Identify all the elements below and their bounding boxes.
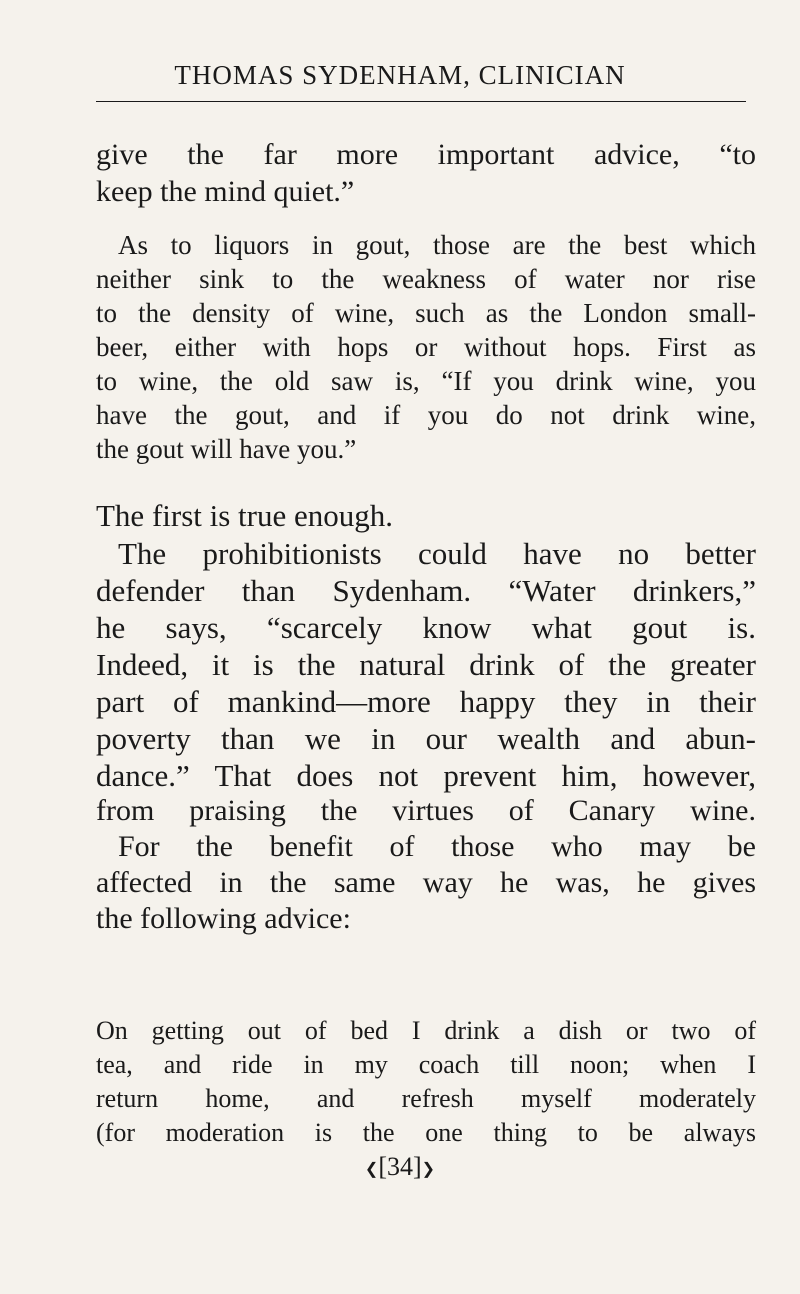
text-line: affected in the same way he was, he gives bbox=[96, 866, 756, 899]
text-line: the gout will have you.” bbox=[96, 434, 357, 464]
text-line: keep the mind quiet.” bbox=[96, 175, 355, 208]
text-line: The prohibitionists could have no better bbox=[118, 536, 756, 571]
paragraph-5 bbox=[96, 793, 756, 937]
text-line: On getting out of bed I drink a dish or two of bbox=[96, 1016, 756, 1045]
left-ornament-icon: ❮ bbox=[364, 1161, 379, 1179]
text-line: Indeed, it is the natural drink of the greater bbox=[96, 647, 756, 682]
text-line: poverty than we in our wealth and abun- bbox=[96, 721, 756, 756]
right-ornament-icon: ❯ bbox=[421, 1161, 436, 1179]
text-line: part of mankind—more happy they in their bbox=[96, 684, 756, 719]
page-number bbox=[0, 1152, 800, 1182]
text-line: have the gout, and if you do not drink wine, bbox=[96, 400, 756, 430]
text-line: For the benefit of those who may be bbox=[118, 830, 756, 863]
text-line: to the density of wine, such as the London small- bbox=[96, 298, 756, 328]
text-line: to wine, the old saw is, “If you drink wine, you bbox=[96, 366, 756, 396]
paragraph-3 bbox=[96, 497, 756, 534]
paragraph-6 bbox=[96, 1014, 756, 1150]
text-line: As to liquors in gout, those are the best which bbox=[118, 230, 756, 260]
header-rule bbox=[96, 101, 746, 102]
running-head: THOMAS SYDENHAM, CLINICIAN bbox=[174, 60, 626, 90]
text-line: return home, and refresh myself moderately bbox=[96, 1084, 756, 1113]
text-line: he says, “scarcely know what gout is. bbox=[96, 610, 756, 645]
text-line: tea, and ride in my coach till noon; when I bbox=[96, 1050, 756, 1079]
text-line: give the far more important advice, “to bbox=[96, 138, 756, 171]
paragraph-2 bbox=[96, 228, 756, 466]
text-line: neither sink to the weakness of water nor rise bbox=[96, 264, 756, 294]
page-number-text: [34] bbox=[378, 1152, 422, 1181]
paragraph-4 bbox=[96, 535, 756, 794]
text-line: beer, either with hops or without hops. First as bbox=[96, 332, 756, 362]
text-line: from praising the virtues of Canary wine. bbox=[96, 794, 756, 827]
text-line: the following advice: bbox=[96, 902, 351, 935]
text-line: dance.” That does not prevent him, however, bbox=[96, 758, 756, 793]
text-line: defender than Sydenham. “Water drinkers,” bbox=[96, 573, 756, 608]
paragraph-1 bbox=[96, 136, 756, 210]
text-line: The first is true enough. bbox=[96, 498, 394, 533]
text-line: (for moderation is the one thing to be always bbox=[96, 1118, 756, 1147]
